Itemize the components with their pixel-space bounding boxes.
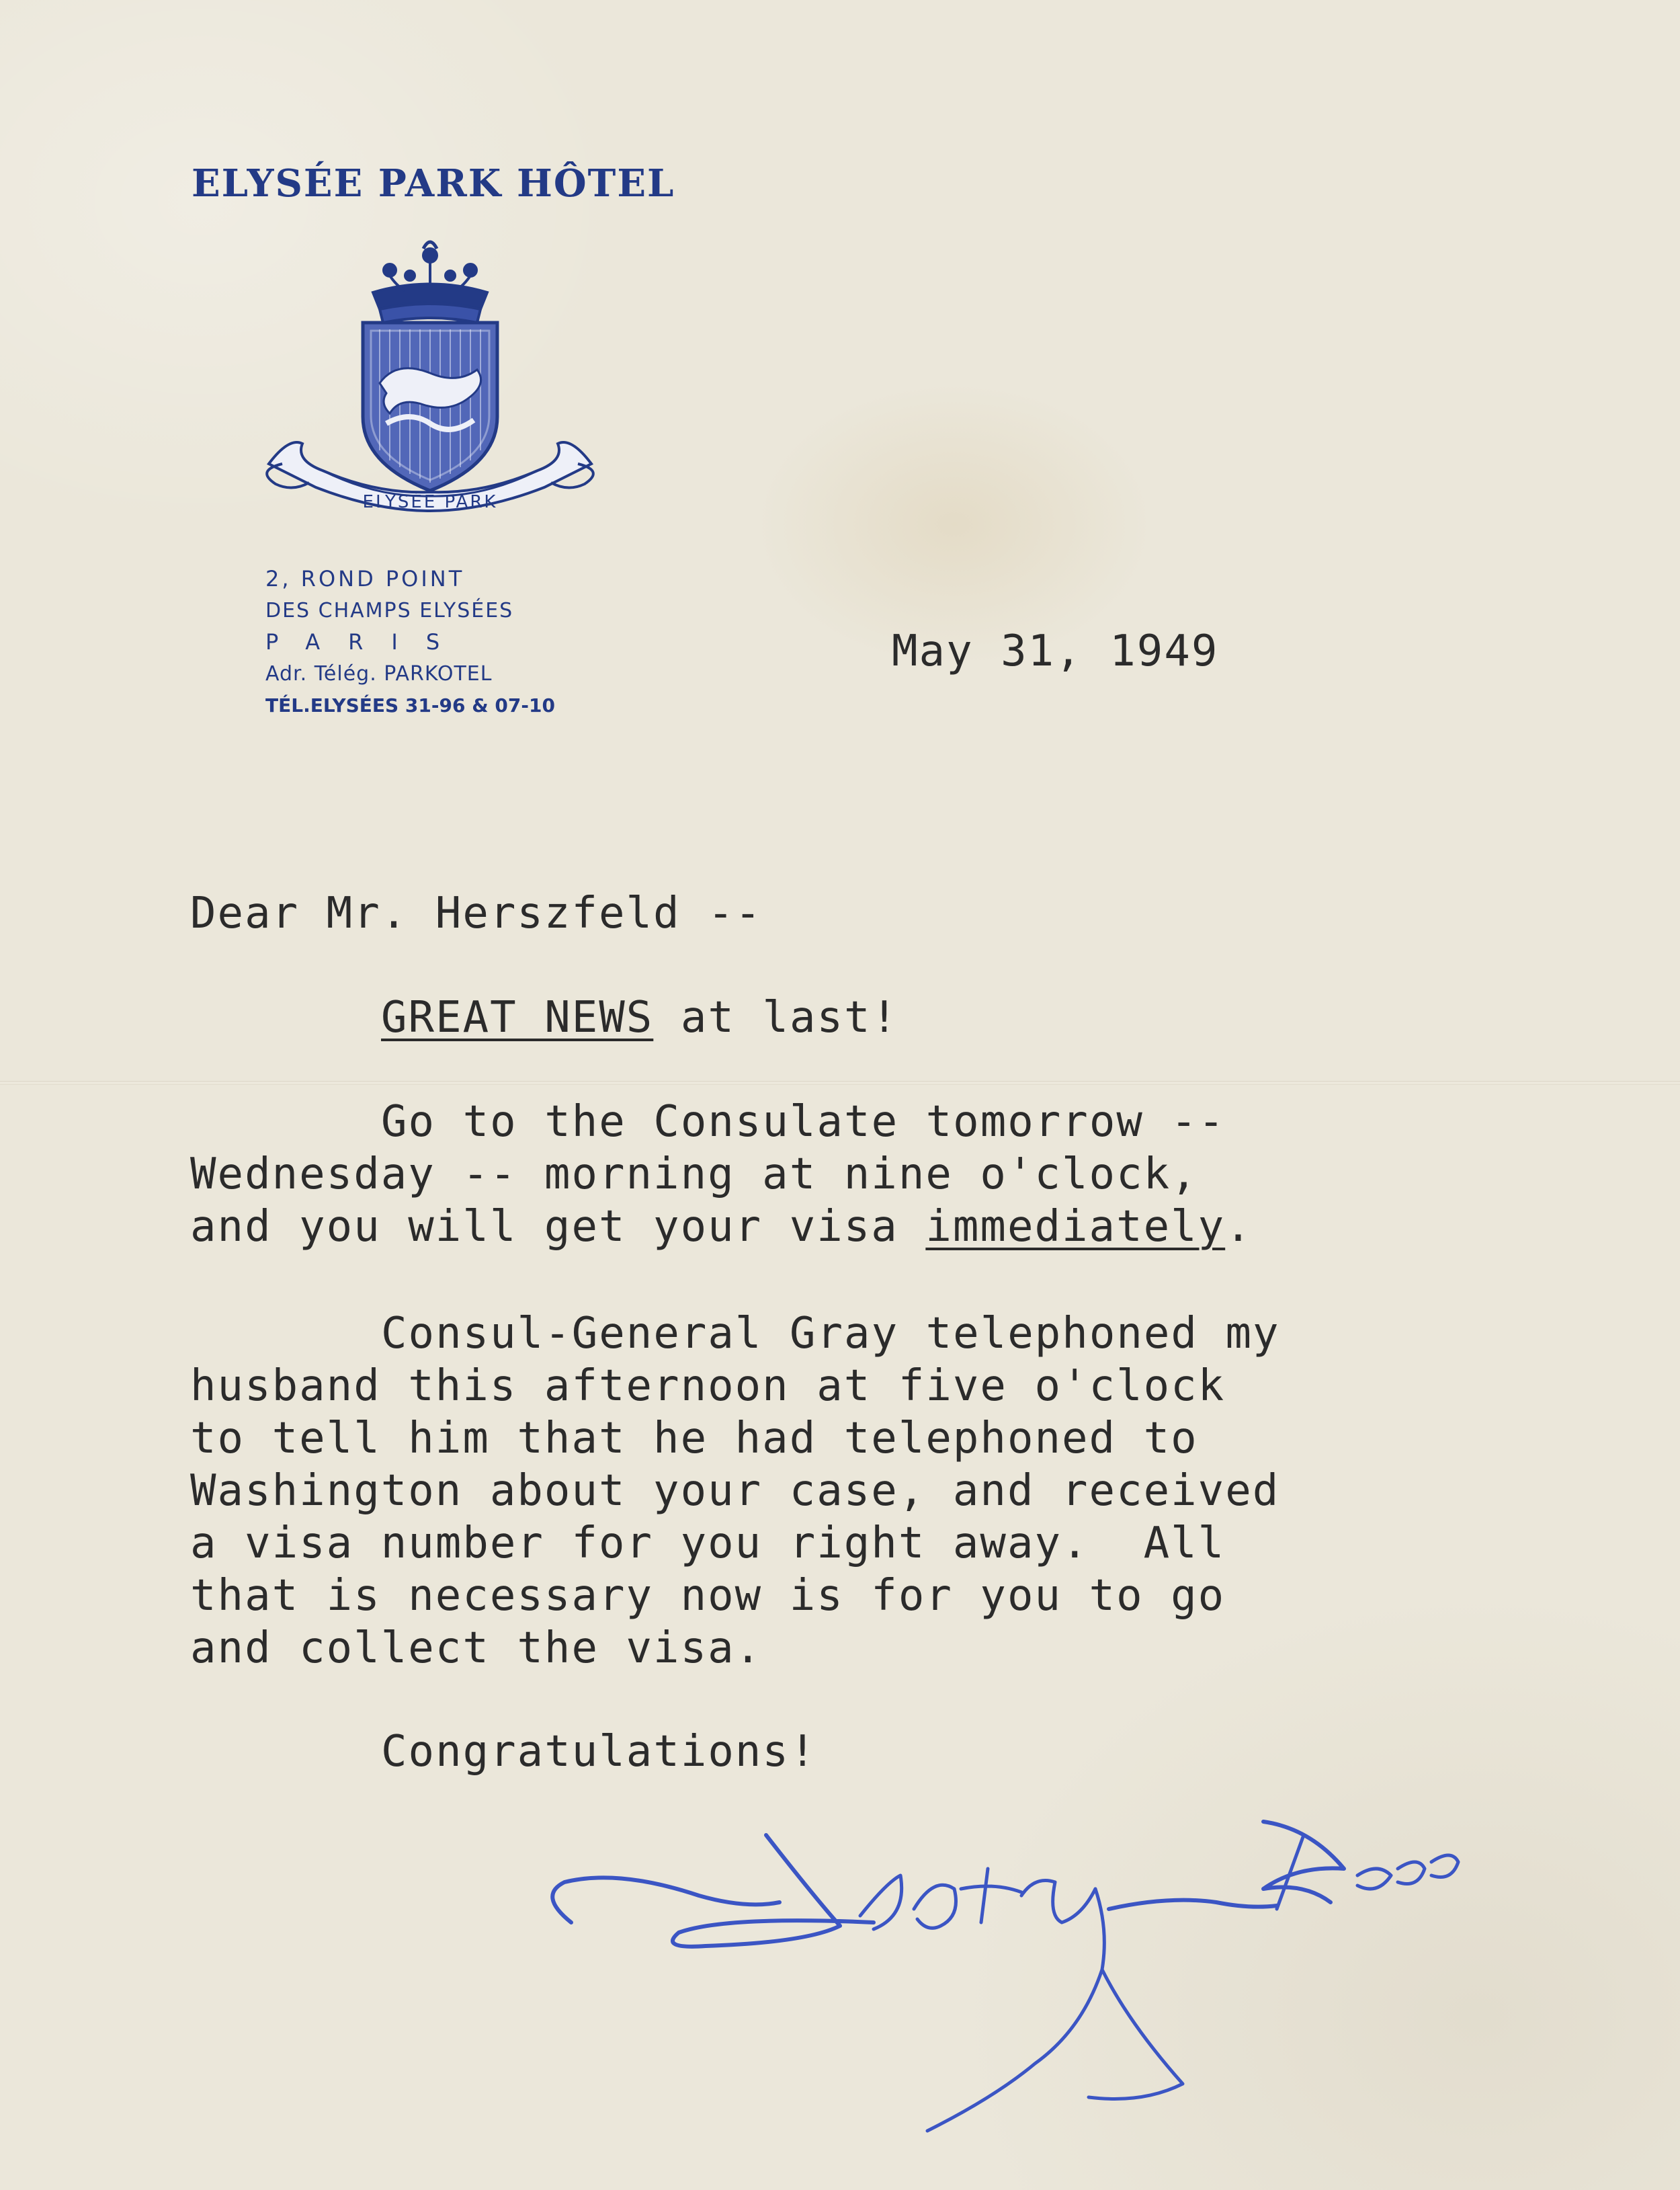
letter-greeting: Dear Mr. Herszfeld --	[190, 889, 763, 938]
paragraph-line: Washington about your case, and received	[190, 1466, 1280, 1516]
paragraph-line: a visa number for you right away. All	[190, 1518, 1226, 1568]
address-line: DES CHAMPS ELYSÉES	[265, 599, 514, 622]
handwritten-signature	[524, 1808, 1626, 2185]
paragraph-line: Go to the Consulate tomorrow --	[381, 1097, 1226, 1147]
paragraph-line: Consul-General Gray telephoned my	[381, 1309, 1280, 1358]
letter-paragraph-1	[190, 1096, 1253, 1253]
paragraph-line: to tell him that he had telephoned to	[190, 1414, 1198, 1463]
paragraph-line: and collect the visa.	[190, 1623, 763, 1673]
hotel-name: ELYSÉE PARK HÔTEL	[192, 161, 675, 206]
hotel-address-block	[265, 563, 615, 721]
address-line: 2, ROND POINT	[265, 566, 465, 592]
paragraph-line: Wednesday -- morning at nine o'clock,	[190, 1149, 1198, 1199]
headline-rest: at last!	[653, 993, 899, 1043]
address-line: PARIS	[265, 629, 468, 655]
letter-closing: Congratulations!	[381, 1727, 817, 1777]
letter-paragraph-2	[190, 1307, 1280, 1674]
headline-underlined: GREAT NEWS	[381, 993, 654, 1043]
line-text: and you will get your visa	[190, 1202, 926, 1252]
paragraph-line: that is necessary now is for you to go	[190, 1571, 1226, 1621]
address-line: TÉL.ELYSÉES 31-96 & 07-10	[265, 694, 555, 717]
hotel-crest-logo	[228, 229, 632, 551]
underlined-word: immediately	[925, 1202, 1226, 1252]
crown-icon	[373, 242, 487, 323]
paragraph-line: husband this afternoon at five o'clock	[190, 1361, 1226, 1411]
paragraph-line	[190, 1201, 1253, 1253]
shield-icon	[363, 323, 497, 491]
address-line: Adr. Télég. PARKOTEL	[265, 662, 493, 686]
letter-date: May 31, 1949	[892, 626, 1219, 676]
ribbon-text: ELYSÉE PARK	[362, 492, 498, 512]
letter-headline	[381, 991, 898, 1044]
paper-fold-crease	[0, 1081, 1680, 1085]
line-text: .	[1225, 1202, 1253, 1252]
